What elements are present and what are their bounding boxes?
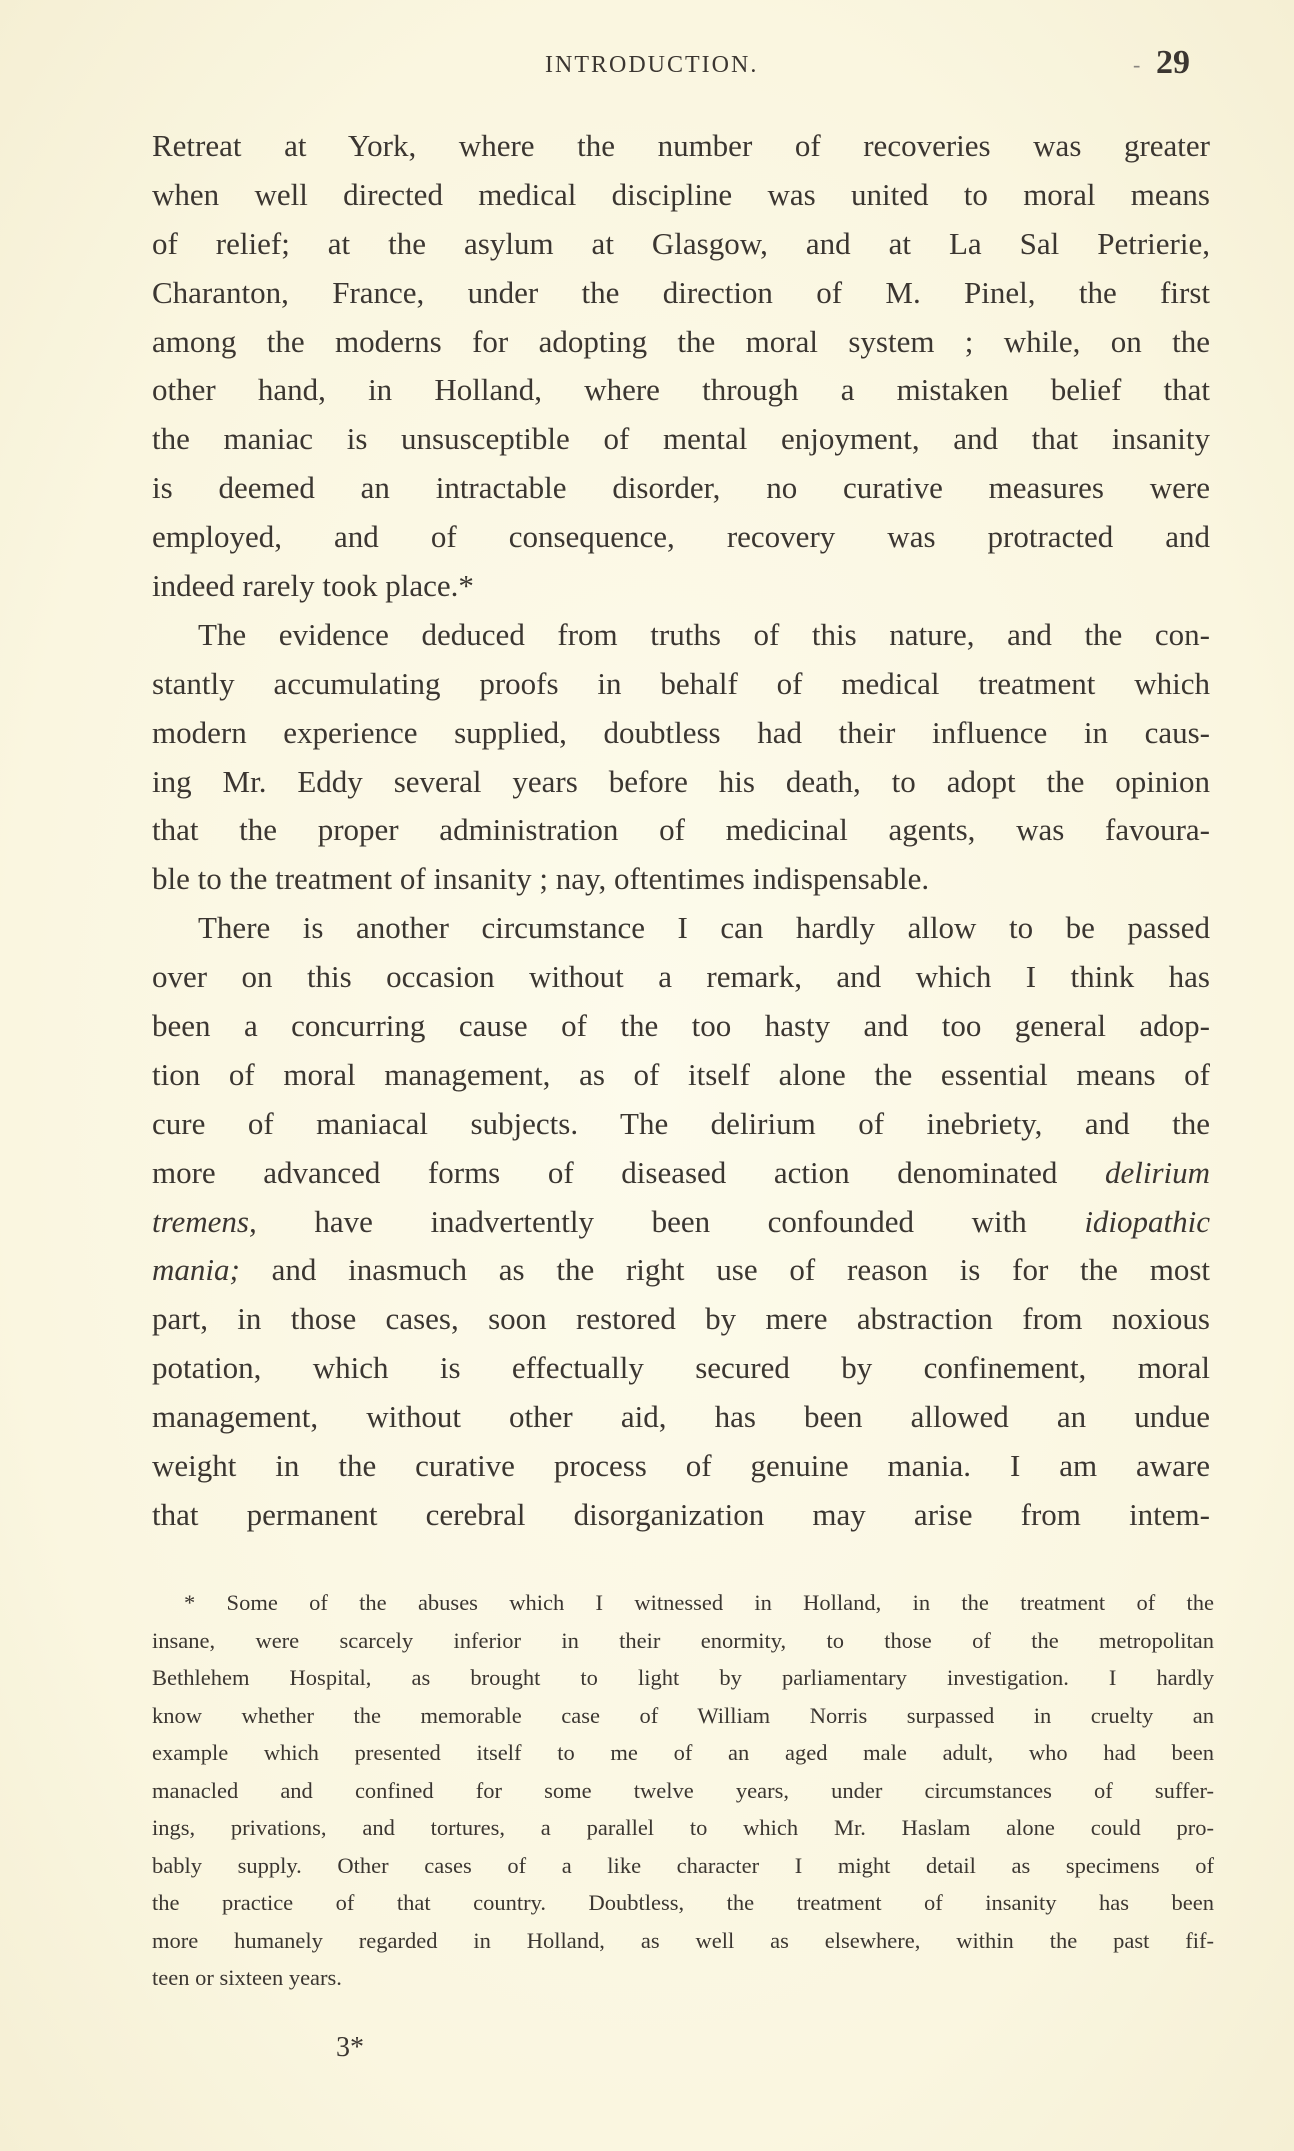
text-line: weight in the curative process of genuine mania. I am aware [152,1448,1210,1484]
text-line: employed, and of consequence, recovery was protracted and [152,519,1210,555]
text-line: that permanent cerebral disorganization may arise from intem- [152,1496,1210,1532]
text-line: when well directed medical discipline was united to moral means [152,176,1210,212]
text-line: management, without other aid, has been allowed an undue [152,1399,1210,1435]
text-line: part, in those cases, soon restored by mere abstraction from noxious [152,1301,1210,1337]
italic-term: idiopathic [1084,1203,1210,1239]
italic-term: mania; [152,1252,240,1288]
text-line: The evidence deduced from truths of this nature, and the con- [198,616,1210,652]
text-line: is deemed an intractable disorder, no curative measures were [152,470,1210,506]
text-line: been a concurring cause of the too hasty and too general adop- [152,1008,1210,1044]
text-span: and inasmuch as the right use of reason is for the most [271,1252,1210,1288]
text-line: tion of moral management, as of itself alone the essential means of [152,1056,1210,1092]
italic-term: delirium [1104,1154,1210,1190]
footnote-line: manacled and confined for some twelve years, under circumstances of suffer- [152,1777,1214,1803]
italic-term: tremens, [152,1203,257,1239]
text-line: modern experience supplied, doubtless had their influence in caus- [152,714,1210,750]
text-line: cure of maniacal subjects. The delirium of inebriety, and the [152,1105,1210,1141]
text-line: other hand, in Holland, where through a mistaken belief that [152,372,1210,408]
text-line: potation, which is effectually secured by confinement, moral [152,1350,1210,1386]
text-line: Charanton, France, under the direction of M. Pinel, the first [152,274,1210,310]
text-line [152,1246,1210,1295]
header-dash: - [1133,52,1141,77]
footnote-line: Bethlehem Hospital, as brought to light by parliamentary investigation. I hardly [152,1665,1214,1690]
footnote-line: ings, privations, and tortures, a parallel to which Mr. Haslam alone could pro- [152,1815,1214,1840]
text-line: ing Mr. Eddy several years before his death, to adopt the opinion [152,763,1210,799]
page-number: 29 [1156,44,1190,81]
text-line: There is another circumstance I can hardly allow to be passed [198,910,1210,946]
text-line [152,1198,1210,1247]
footnote-line: more humanely regarded in Holland, as well as elsewhere, within the past fif- [152,1927,1214,1953]
footnote-line: * Some of the abuses which I witnessed in Holland, in the treatment of the [184,1590,1214,1615]
text-line: among the moderns for adopting the moral system ; while, on the [152,323,1210,359]
text-line: over on this occasion without a remark, and which I think has [152,959,1210,995]
footnote-line: bably supply. Other cases of a like character I might detail as specimens of [152,1852,1214,1878]
signature-mark: 3* [336,2032,364,2063]
footnote-line: example which presented itself to me of an aged male adult, who had been [152,1740,1214,1765]
text-line: ble to the treatment of insanity ; nay, oftentimes indispensable. [152,861,930,897]
footnote-line: insane, were scarcely inferior in their enormity, to those of the metropolitan [152,1627,1214,1653]
main-text [152,122,1210,1540]
footnote-line: the practice of that country. Doubtless, the treatment of insanity has been [152,1890,1214,1915]
footnote-line: teen or sixteen years. [152,1965,342,1990]
text-line: Retreat at York, where the number of recoveries was greater [152,128,1210,163]
running-header: INTRODUCTION. [545,52,759,78]
text-line [152,1149,1210,1198]
text-line: indeed rarely took place.* [152,568,474,604]
text-line: of relief; at the asylum at Glasgow, and at La Sal Petrierie, [152,225,1210,261]
text-line: the maniac is unsusceptible of mental enjoyment, and that insanity [152,421,1210,457]
text-line: stantly accumulating proofs in behalf of medical treatment which [152,665,1210,701]
footnote [152,1584,1214,1997]
text-span: have inadvertently been confounded with [314,1203,1027,1239]
text-span: more advanced forms of diseased action denominated [152,1154,1058,1190]
footnote-line: know whether the memorable case of William Norris surpassed in cruelty an [152,1702,1214,1728]
text-line: that the proper administration of medicinal agents, was favoura- [152,812,1210,848]
